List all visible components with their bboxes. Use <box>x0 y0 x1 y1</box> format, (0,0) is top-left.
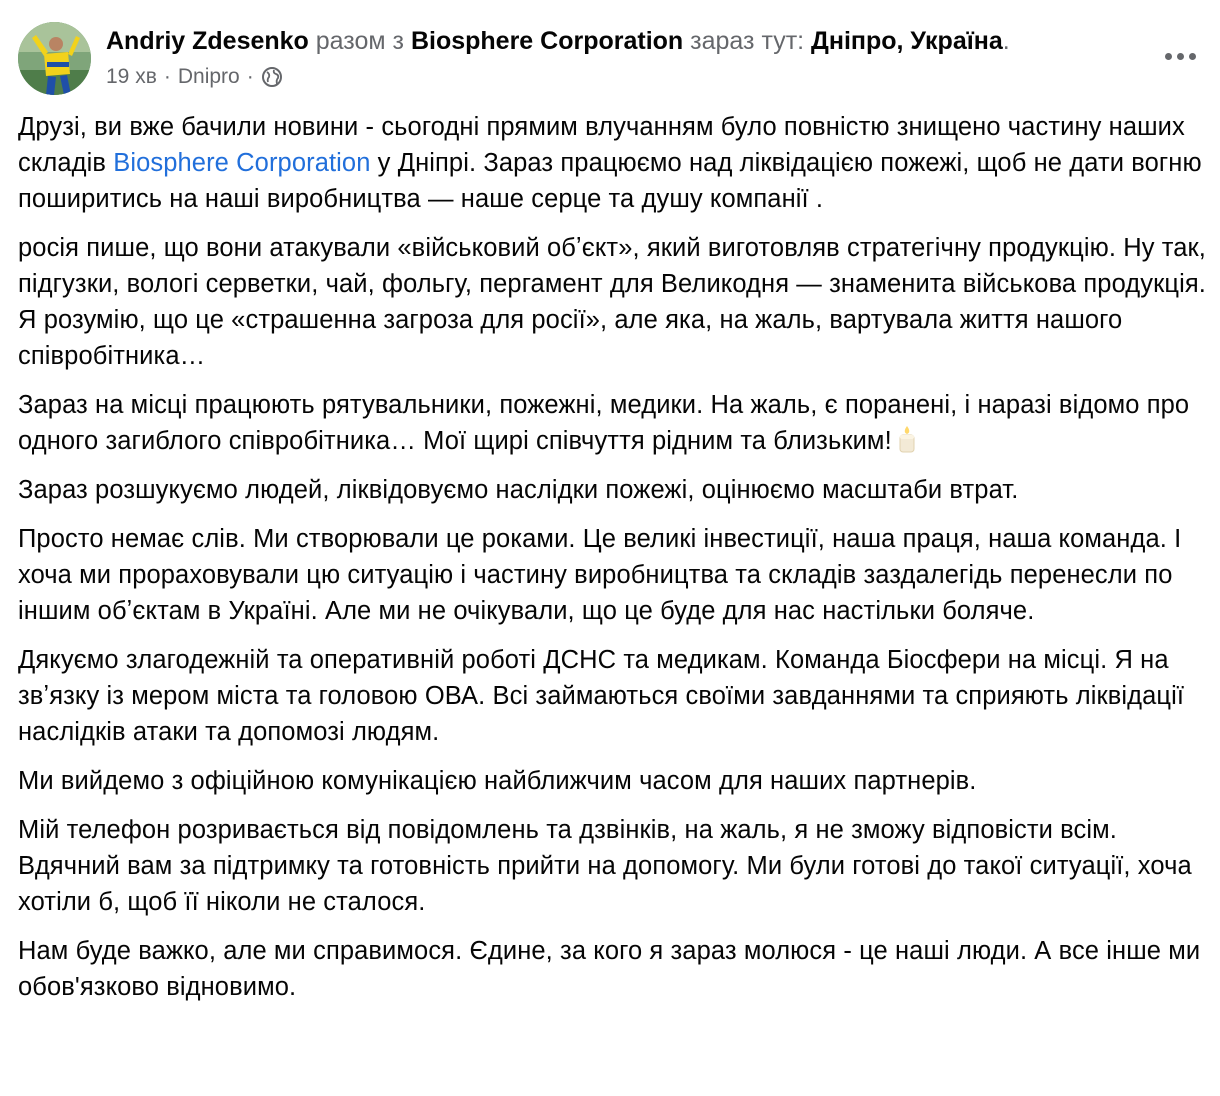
paragraph-4: Зараз розшукуємо людей, ліквідовуємо наслідки пожежі, оцінюємо масштаби втрат. <box>18 476 1019 504</box>
paragraph-1 <box>18 109 1208 217</box>
title-end-dot: . <box>1002 27 1010 55</box>
more-dots-icon <box>1177 53 1184 60</box>
location-name[interactable]: Дніпро, Україна <box>811 27 1003 55</box>
paragraph-3 <box>18 387 1208 459</box>
biosphere-link[interactable]: Biosphere Corporation <box>113 149 371 177</box>
author-avatar[interactable] <box>18 22 91 95</box>
globe-icon[interactable] <box>261 66 283 88</box>
with-word: разом з <box>315 27 404 55</box>
page-name[interactable]: Biosphere Corporation <box>410 27 684 55</box>
post-meta <box>106 62 1142 92</box>
paragraph-9: Нам буде важко, але ми справимося. Єдине, за кого я зараз молюся - це наші люди. А все інше ми обов'язково відновимо. <box>18 937 1201 1001</box>
more-dots-icon <box>1189 53 1196 60</box>
post-header <box>18 22 1202 98</box>
post-time[interactable]: 19 хв <box>106 65 157 88</box>
post-title-line <box>106 24 1142 58</box>
paragraph-1-part-a: Друзі, ви вже бачили новини - сьогодні прямим влучанням було повністю знищено частину наших складів <box>18 113 1185 177</box>
candle-icon <box>898 426 916 453</box>
paragraph-3-text: Зараз на місці працюють рятувальники, пожежні, медики. На жаль, є поранені, і наразі відомо про одного загиблого співробітника… Мої щирі співчуття рідним та близьким! <box>18 391 1190 455</box>
at-word: зараз тут: <box>690 27 805 55</box>
paragraph-7: Ми вийдемо з офіційною комунікацією найближчим часом для наших партнерів. <box>18 767 977 795</box>
paragraph-6: Дякуємо злагодежній та оперативній роботі ДСНС та медикам. Команда Біосфери на місці. Я на звʼязку із мером міста та головою ОВА. Всі займаються своїми завданнями та сприяють ліквідації наслідків атаки та допомозі людям. <box>18 646 1185 746</box>
author-name[interactable]: Andriy Zdesenko <box>106 27 309 55</box>
paragraph-1-part-b: у Дніпрі. Зараз працюємо над ліквідацією пожежі, щоб не дати вогню поширитись на наші виробництва — наше серце та душу компанії . <box>18 149 1202 213</box>
paragraph-5: Просто немає слів. Ми створювали це роками. Це великі інвестиції, наша праця, наша команда. І хоча ми прораховували цю ситуацію і частину виробництва та складів заздалегідь перенесли по іншим обʼєктам в Україні. Але ми не очікували, що це буде для нас настільки боляче. <box>18 525 1182 625</box>
avatar-photo-icon <box>18 22 91 95</box>
more-dots-icon <box>1165 53 1172 60</box>
post-header-text <box>106 24 1142 92</box>
meta-separator: · <box>163 65 171 88</box>
post-body <box>18 109 1208 1018</box>
paragraph-2: росія пише, що вони атакували «військовий обʼєкт», який виготовляв стратегічну продукцію. Ну так, підгузки, вологі серветки, чай, фольгу, пергамент для Великодня — знаменита військова продукція. Я розумію, що це «страшенна загроза для росії», але яка, на жаль, вартувала життя нашого співробітника… <box>18 234 1206 370</box>
post-place[interactable]: Dnipro <box>177 65 240 88</box>
meta-separator: · <box>246 65 254 88</box>
paragraph-8: Мій телефон розривається від повідомлень та дзвінків, на жаль, я не зможу відповісти всім. Вдячний вам за підтримку та готовність прийти на допомогу. Ми були готові до такої ситуації, хоча хотіли б, щоб її ніколи не сталося. <box>18 816 1192 916</box>
more-options-button[interactable] <box>1158 36 1202 76</box>
